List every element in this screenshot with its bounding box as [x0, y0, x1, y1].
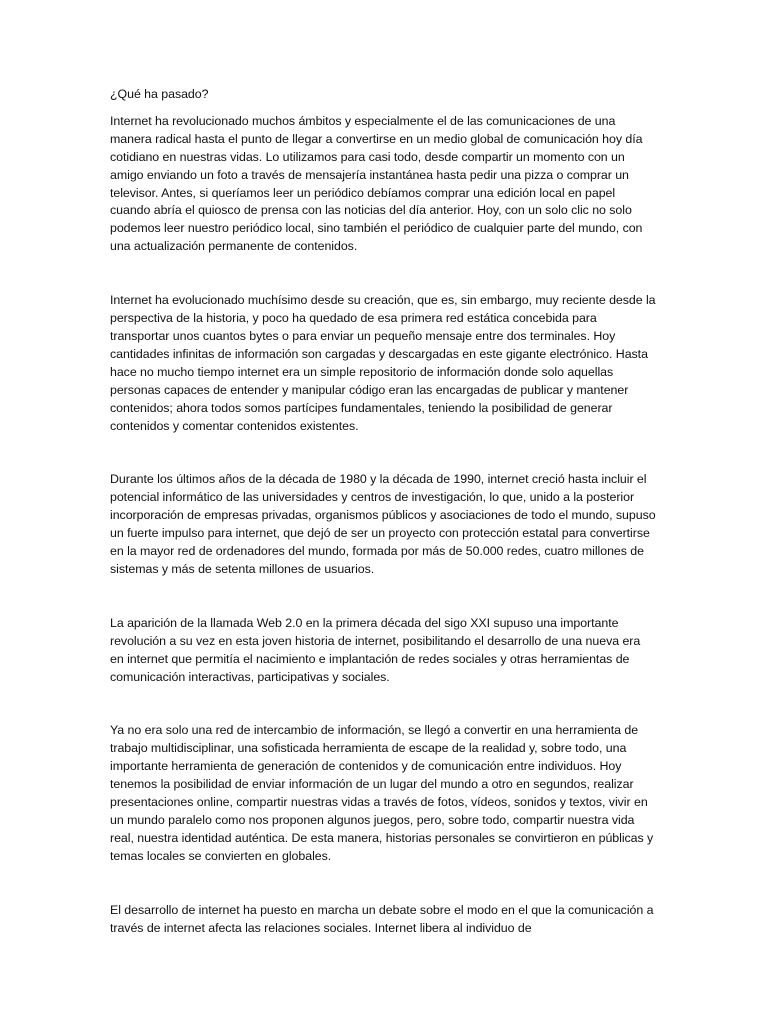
paragraph-spacer: [110, 579, 656, 615]
document-body: [110, 86, 656, 938]
paragraph-6: El desarrollo de internet ha puesto en marcha un debate sobre el modo en el que la comunicación a través de internet afecta las relaciones sociales. Internet libera al individuo de: [110, 902, 654, 935]
paragraph-1: Internet ha revolucionado muchos ámbitos y especialmente el de las comunicaciones de una manera radical hasta el punto de llegar a convertirse en un medio global de comunicación hoy día cotidiano en nuestras vidas. Lo utilizamos para casi todo, desde compartir un momento con un amigo enviando un foto a través de mensajería instantánea hasta pedir una pizza o comprar un televisor. Antes, si queríamos leer un periódico debíamos comprar una edición local en papel cuando abría el quiosco de prensa con las noticias del día anterior. Hoy, con un solo clic no solo podemos leer nuestro periódico local, sino también el periódico de cualquier parte del mundo, con una actualización permanente de contenidos.: [110, 113, 643, 254]
paragraph-spacer: [110, 256, 656, 292]
paragraph-5: Ya no era solo una red de intercambio de información, se llegó a convertir en una herramienta de trabajo multidisciplinar, una sofisticada herramienta de escape de la realidad y, sobre todo, una importante herramienta de generación de contenidos y de comunicación entre individuos. Hoy tenemos la posibilidad de enviar información de un lugar del mundo a otro en segundos, realizar presentaciones online, compartir nuestras vidas a través de fotos, vídeos, sonidos y textos, vivir en un mundo paralelo como nos proponen algunos juegos, pero, sobre todo, compartir nuestra vida real, nuestra identidad auténtica. De esta manera, historias personales se convirtieron en públicas y temas locales se convierten en globales.: [110, 723, 654, 863]
paragraph-2: Internet ha evolucionado muchísimo desde su creación, que es, sin embargo, muy reciente desde la perspectiva de la historia, y poco ha quedado de esa primera red estática concebida para transportar unos cuantos bytes o para enviar un pequeño mensaje entre dos terminales. Hoy cantidades infinitas de información son cargadas y descargadas en este gigante electrónico. Hasta hace no mucho tiempo internet era un simple repositorio de información donde solo aquellas personas capaces de entender y manipular código eran las encargadas de publicar y mantener contenidos; ahora todos somos partícipes fundamentales, teniendo la posibilidad de generar contenidos y comentar contenidos existentes.: [110, 293, 656, 433]
paragraph-spacer: [110, 866, 656, 902]
paragraph-4: La aparición de la llamada Web 2.0 en la primera década del sigo XXI supuso una importante revolución a su vez en esta joven historia de internet, posibilitando el desarrollo de una nueva era en internet que permitía el nacimiento e implantación de redes sociales y otras herramientas de comunicación interactivas, participativas y sociales.: [110, 615, 641, 684]
paragraph-spacer: [110, 686, 656, 722]
document-heading: ¿Qué ha pasado?: [110, 87, 209, 101]
paragraph-spacer: [110, 435, 656, 471]
paragraph-3: Durante los últimos años de la década de 1980 y la década de 1990, internet creció hasta incluir el potencial informático de las universidades y centros de investigación, lo que, unido a la posterior incorporación de empresas privadas, organismos públicos y asociaciones de todo el mundo, supuso un fuerte impulso para internet, que dejó de ser un proyecto con protección estatal para convertirse en la mayor red de ordenadores del mundo, formada por más de 50.000 redes, cuatro millones de sistemas y más de setenta millones de usuarios.: [110, 472, 656, 576]
